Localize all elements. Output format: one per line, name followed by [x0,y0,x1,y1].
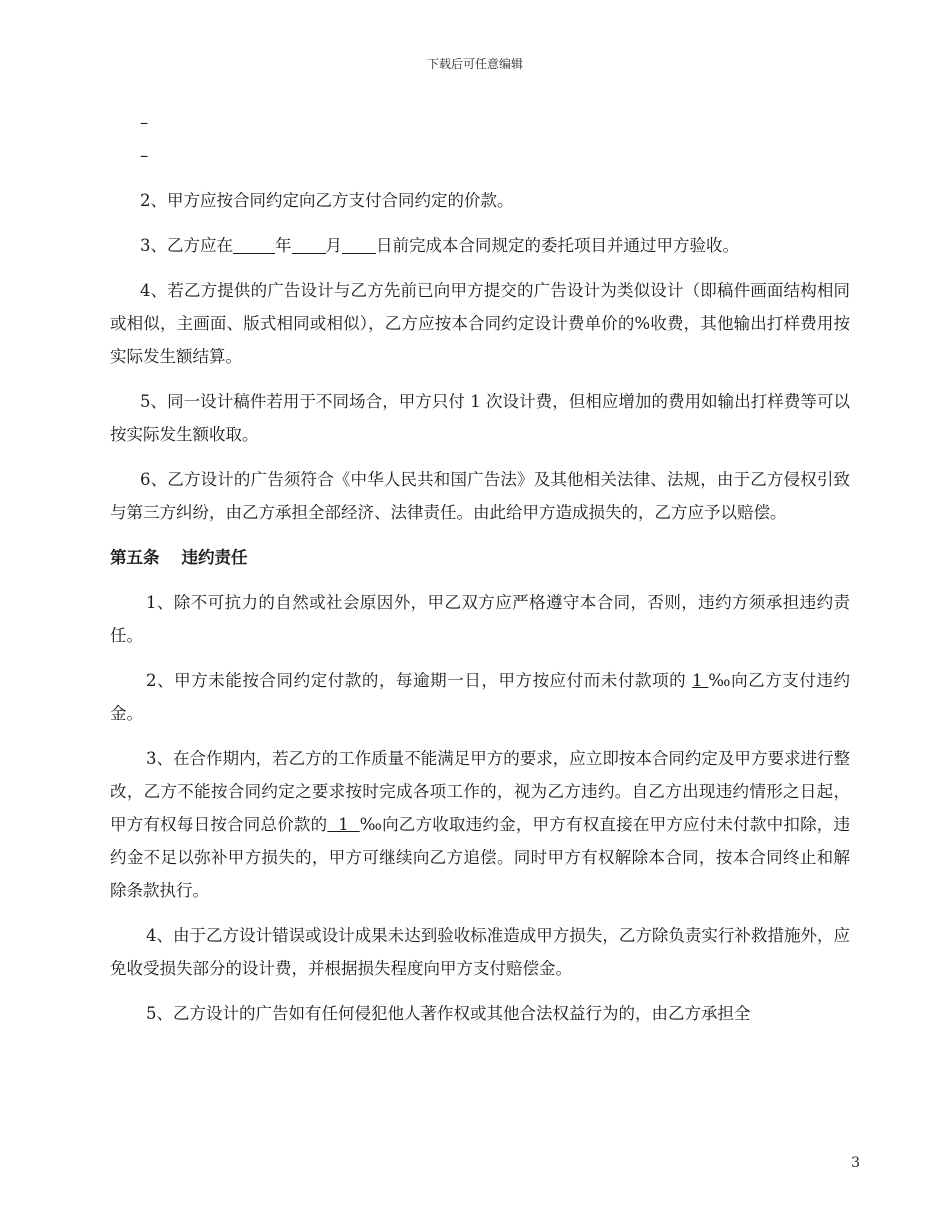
dash-line: – [140,113,149,132]
clause-4-5: 5、同一设计稿件若用于不同场合，甲方只付 1 次设计费，但相应增加的费用如输出打样费等可以按实际发生额收取。 [110,392,850,444]
clause-5-1: 1、除不可抗力的自然或社会原因外，甲乙双方应严格遵守本合同，否则，违约方须承担违约责任。 [110,593,850,645]
clause-5-2: 2、甲方未能按合同约定付款的，每逾期一日，甲方按应付而未付款项的 1 ‰向乙方支付违约金。 [110,671,850,723]
penalty-rate-2: 1 [327,815,360,834]
day-blank[interactable] [342,234,376,254]
clause-4-2: 2、甲方应按合同约定向乙方支付合同约定的价款。 [140,191,514,210]
section-5-heading: 第五条 违约责任 [110,548,248,567]
page-header: 下载后可任意编辑 [426,57,523,71]
month-blank[interactable] [292,234,326,254]
clause-5-4: 4、由于乙方设计错误或设计成果未达到验收标准造成甲方损失，乙方除负责实行补救措施外，应免收受损失部分的设计费，并根据损失程度向甲方支付赔偿金。 [110,926,850,978]
dash-line: – [140,146,149,165]
clause-4-3: 3、乙方应在 年 月 日前完成本合同规定的委托项目并通过甲方验收。 [140,236,739,255]
clause-4-4: 4、若乙方提供的广告设计与乙方先前已向甲方提交的广告设计为类似设计（即稿件画面结构相同或相似，主画面、版式相同或相似），乙方应按本合同约定设计费单价的%收费，其他输出打样费用按实际发生额结算。 [110,281,850,366]
year-blank[interactable] [233,234,275,254]
clause-5-3: 3、在合作期内，若乙方的工作质量不能满足甲方的要求，应立即按本合同约定及甲方要求进行整改，乙方不能按合同约定之要求按时完成各项工作的，视为乙方违约。自乙方出现违约情形之日起，甲方有权每日按合同总价款的 1 ‰向乙方收取违约金，甲方有权直接在甲方应付未付款中扣除，违约金不足以弥补甲方损失的，甲方可继续向乙方追偿。同时甲方有权解除本合同，按本合同终止和解除条款执行。 [110,749,851,900]
page-number: 3 [851,1155,860,1171]
document-body [110,106,850,1042]
clause-5-5: 5、乙方设计的广告如有任何侵犯他人著作权或其他合法权益行为的，由乙方承担全 [146,1004,751,1023]
clause-4-6: 6、乙方设计的广告须符合《中华人民共和国广告法》及其他相关法律、法规，由于乙方侵权引致与第三方纠纷，由乙方承担全部经济、法律责任。由此给甲方造成损失的，乙方应予以赔偿。 [110,470,850,522]
penalty-rate-1: 1 [692,671,709,690]
